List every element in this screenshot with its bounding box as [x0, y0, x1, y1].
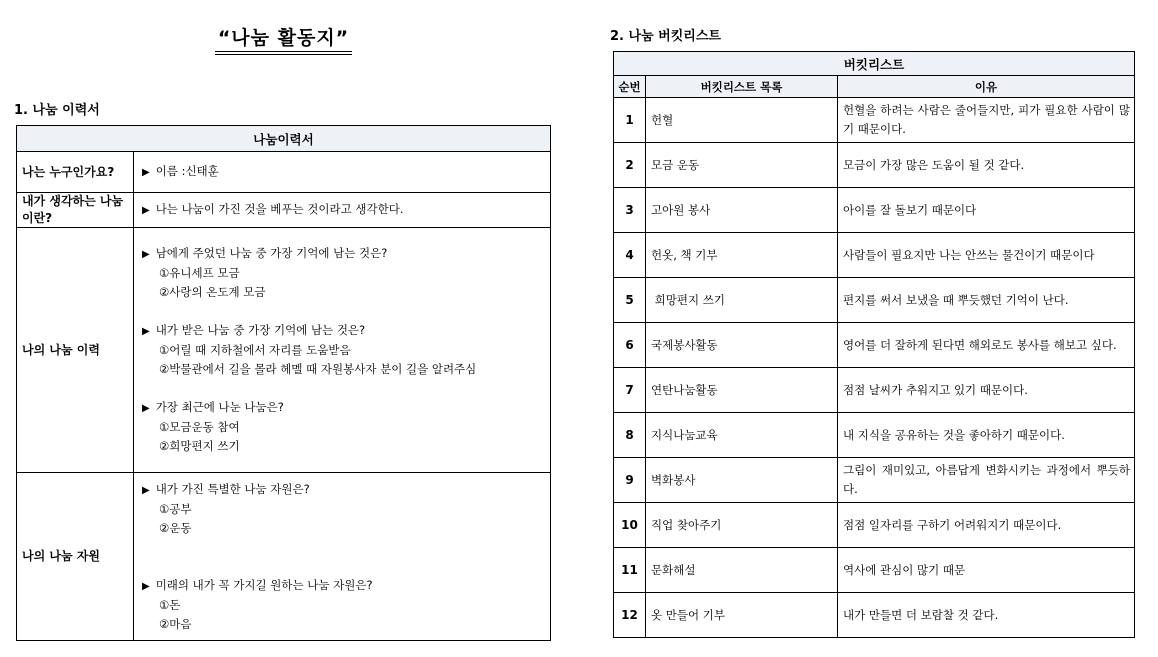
- triangle-bullet-icon: ▶: [142, 167, 150, 178]
- list-item: ②운동: [159, 520, 192, 535]
- bucket-reason: 편지를 써서 보냈을 때 뿌듯했던 기억이 난다.: [838, 278, 1135, 323]
- resources-label: 나의 나눔 자원: [17, 473, 134, 641]
- history-value: [134, 228, 551, 473]
- bucket-table-title: 버킷리스트: [614, 52, 1135, 76]
- table-row: [17, 152, 551, 193]
- table-row: [614, 278, 1135, 323]
- resources-value: [134, 473, 551, 641]
- resources-question-1: 내가 가진 특별한 나눔 자원은?: [155, 481, 310, 496]
- table-row: [614, 503, 1135, 548]
- row-number: 5: [614, 278, 646, 323]
- bucket-item: 고아원 봉사: [646, 188, 838, 233]
- table-row: [614, 233, 1135, 278]
- bucket-item: 지식나눔교육: [646, 413, 838, 458]
- row-number: 2: [614, 143, 646, 188]
- bucket-item: 직업 찾아주기: [646, 503, 838, 548]
- list-item: ②사랑의 온도계 모금: [159, 285, 266, 299]
- bucket-reason: 점점 일자리를 구하기 어려워지기 때문이다.: [838, 503, 1135, 548]
- bucket-reason: 역사에 관심이 많기 때문: [838, 548, 1135, 593]
- bucket-reason: 헌혈을 하려는 사람은 줄어들지만, 피가 필요한 사람이 많기 때문이다.: [838, 98, 1135, 143]
- table-row: [614, 143, 1135, 188]
- row-number: 11: [614, 548, 646, 593]
- list-item: ①유니세프 모금: [159, 266, 240, 280]
- sharing-resume-table: [16, 125, 551, 641]
- history-label: 나의 나눔 이력: [17, 228, 134, 473]
- column-header-item: 버킷리스트 목록: [646, 76, 838, 98]
- row-number: 4: [614, 233, 646, 278]
- section-1-heading: 1. 나눔 이력서: [14, 103, 100, 118]
- table-row: [614, 593, 1135, 638]
- triangle-bullet-icon: ▶: [142, 484, 150, 496]
- bucket-item: 헌혈: [646, 98, 838, 143]
- bucket-item: 옷 만들어 기부: [646, 593, 838, 638]
- table-row: [17, 193, 551, 228]
- bucket-reason: 모금이 가장 많은 도움이 될 것 같다.: [838, 143, 1135, 188]
- bucket-reason: 그림이 재미있고, 아름답게 변화시키는 과정에서 뿌듯하다.: [838, 458, 1135, 503]
- bucket-item: 모금 운동: [646, 143, 838, 188]
- row-number: 3: [614, 188, 646, 233]
- history-question-3: 가장 최근에 나눈 나눔은?: [155, 400, 284, 414]
- list-item: ①모금운동 참여: [159, 420, 240, 434]
- meaning-value: ▶ 나는 나눔이 가진 것을 베푸는 것이라고 생각한다.: [134, 193, 551, 228]
- bucket-item: 연탄나눔활동: [646, 368, 838, 413]
- triangle-bullet-icon: ▶: [142, 403, 150, 414]
- bucket-item: 헌옷, 책 기부: [646, 233, 838, 278]
- triangle-bullet-icon: ▶: [142, 249, 150, 260]
- triangle-bullet-icon: ▶: [142, 326, 150, 337]
- bucket-reason: 아이를 잘 돌보기 때문이다: [838, 188, 1135, 233]
- history-question-1: 남에게 주었던 나눔 중 가장 기억에 남는 것은?: [155, 246, 388, 260]
- bucket-reason: 영어를 더 잘하게 된다면 해외로도 봉사를 해보고 싶다.: [838, 323, 1135, 368]
- table-row: [614, 323, 1135, 368]
- list-item: ②박물관에서 길을 몰라 헤멜 때 자원봉사자 분이 길을 알려주심: [159, 362, 477, 376]
- row-number: 6: [614, 323, 646, 368]
- bucket-list-table: [613, 51, 1135, 638]
- triangle-bullet-icon: ▶: [142, 580, 150, 592]
- table-row: [614, 98, 1135, 143]
- table-row: [614, 188, 1135, 233]
- list-item: ①공부: [159, 501, 192, 516]
- who-value: ▶ 이름 :신태훈: [134, 152, 551, 193]
- table-row: [614, 458, 1135, 503]
- list-item: ②희망편지 쓰기: [159, 439, 240, 453]
- bucket-reason: 점점 날씨가 추워지고 있기 때문이다.: [838, 368, 1135, 413]
- bucket-item: 국제봉사활동: [646, 323, 838, 368]
- table-row: [614, 413, 1135, 458]
- bucket-item: 희망편지 쓰기: [646, 278, 838, 323]
- table-row: [614, 548, 1135, 593]
- column-header-number: 순번: [614, 76, 646, 98]
- list-item: ①돈: [159, 597, 181, 612]
- history-question-2: 내가 받은 나눔 중 가장 기억에 남는 것은?: [155, 323, 366, 337]
- row-number: 12: [614, 593, 646, 638]
- column-header-reason: 이유: [838, 76, 1135, 98]
- resources-question-2: 미래의 내가 꼭 가지길 원하는 나눔 자원은?: [155, 577, 373, 592]
- table-row: [17, 473, 551, 641]
- bucket-item: 벽화봉사: [646, 458, 838, 503]
- section-2-heading: 2. 나눔 버킷리스트: [610, 29, 721, 44]
- row-number: 9: [614, 458, 646, 503]
- meaning-label: 내가 생각하는 나눔이란?: [17, 193, 134, 228]
- row-number: 10: [614, 503, 646, 548]
- who-label: 나는 누구인가요?: [17, 152, 134, 193]
- resume-table-title: 나눔이력서: [17, 126, 551, 152]
- document-title: “나눔 활동지”: [215, 26, 352, 55]
- bucket-reason: 사람들이 필요지만 나는 안쓰는 물건이기 때문이다: [838, 233, 1135, 278]
- row-number: 7: [614, 368, 646, 413]
- bucket-item: 문화해설: [646, 548, 838, 593]
- bucket-reason: 내가 만들면 더 보람찰 것 같다.: [838, 593, 1135, 638]
- bucket-reason: 내 지식을 공유하는 것을 좋아하기 때문이다.: [838, 413, 1135, 458]
- row-number: 1: [614, 98, 646, 143]
- table-row: [614, 368, 1135, 413]
- list-item: ①어릴 때 지하철에서 자리를 도움받음: [159, 343, 351, 357]
- list-item: ②마음: [159, 616, 192, 631]
- table-row: [17, 228, 551, 473]
- row-number: 8: [614, 413, 646, 458]
- triangle-bullet-icon: ▶: [142, 205, 150, 216]
